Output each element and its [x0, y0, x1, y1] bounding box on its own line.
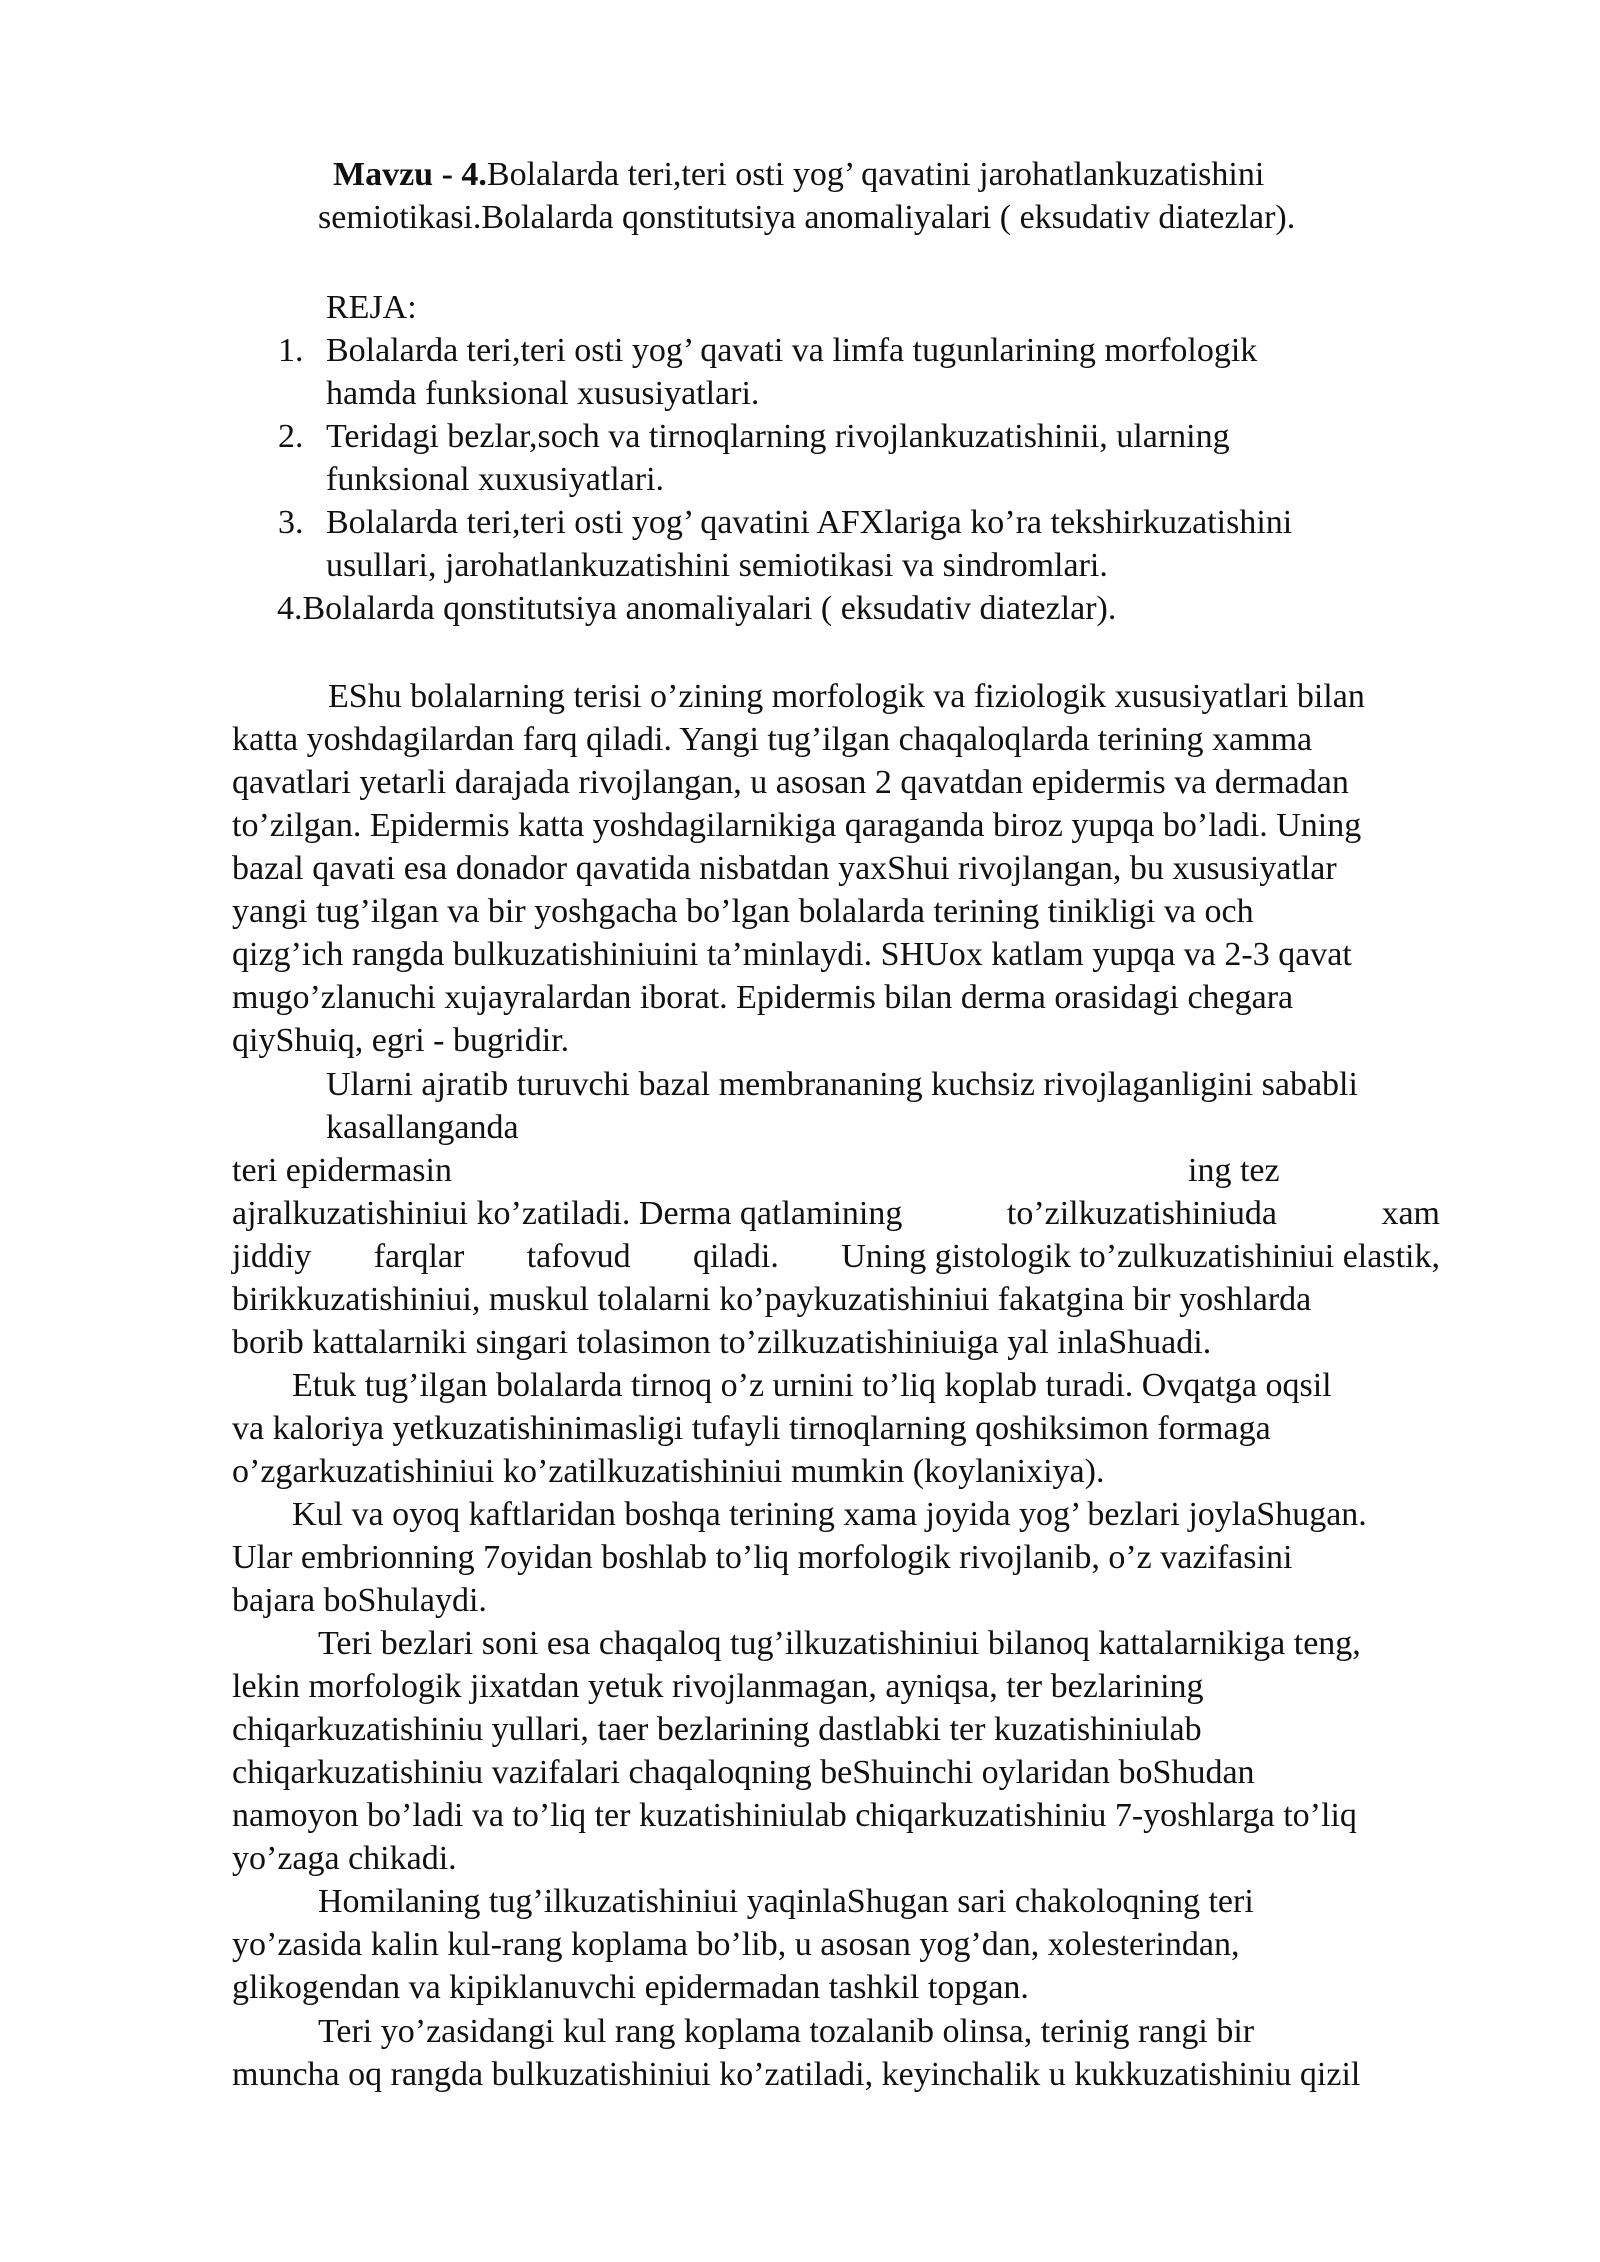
plan-item-3-number: 3.	[278, 504, 304, 541]
body-line: borib kattalarniki singari tolasimon to’zilkuzatishiniuiga yal inlaShuadi.	[232, 1324, 1212, 1361]
body-line: Teri bezlari soni esa chaqaloq tug’ilkuzatishiniui bilanoq kattalarnikiga teng,	[318, 1625, 1361, 1662]
plan-item-2-line-1: Teridagi bezlar,soch va tirnoqlarning rivojlankuzatishinii, ularning	[326, 418, 1230, 455]
body-line: EShu bolalarning terisi o’zining morfologik va fiziologik xususiyatlari bilan	[328, 678, 1365, 715]
title-line-1	[333, 154, 1264, 196]
body-line: birikkuzatishiniui, muskul tolalarni ko’paykuzatishiniui fakatgina bir yoshlarda	[232, 1281, 1312, 1318]
body-line: yo’zasida kalin kul-rang koplama bo’lib, u asosan yog’dan, xolesterindan,	[232, 1926, 1240, 1963]
body-line: bajara boShulaydi.	[232, 1582, 487, 1619]
body-line: chiqarkuzatishiniu yullari, taer bezlarining dastlabki ter kuzatishiniulab	[232, 1711, 1202, 1748]
body-word: Uning gistologik to’zulkuzatishiniui elastik,	[841, 1238, 1440, 1275]
body-line: chiqarkuzatishiniu vazifalari chaqaloqning beShuinchi oylaridan boShudan	[232, 1754, 1255, 1791]
plan-item-1-line-1: Bolalarda teri,teri osti yog’ qavati va limfa tugunlarining morfologik	[326, 332, 1258, 369]
body-word: tafovud	[526, 1238, 631, 1275]
plan-heading: REJA:	[326, 289, 417, 326]
plan-item-2-number: 2.	[278, 418, 304, 455]
body-line: o’zgarkuzatishiniui ko’zatilkuzatishiniui mumkin (koylanixiya).	[232, 1453, 1105, 1490]
body-line: Kul va oyoq kaftlaridan boshqa terining xama joyida yog’ bezlari joylaShugan.	[292, 1496, 1367, 1533]
plan-item-1-number: 1.	[278, 332, 304, 369]
body-line: Ularni ajratib turuvchi bazal membrananing kuchsiz rivojlaganligini sababli	[326, 1066, 1358, 1103]
body-line: Etuk tug’ilgan bolalarda tirnoq o’z urnini to’liq koplab turadi. Ovqatga oqsil	[292, 1367, 1332, 1404]
plan-item-1-line-2: hamda funksional xususiyatlari.	[326, 375, 760, 412]
body-word: farqlar	[373, 1238, 465, 1275]
body-word: jiddiy	[232, 1238, 312, 1275]
body-line: namoyon bo’ladi va to’liq ter kuzatishiniulab chiqarkuzatishiniu 7-yoshlarga to’liq	[232, 1797, 1357, 1834]
title-prefix: Mavzu - 4.	[333, 156, 487, 193]
plan-item-4: 4.Bolalarda qonstitutsiya anomaliyalari ( eksudativ diatezlar).	[277, 590, 1117, 627]
body-line: lekin morfologik jixatdan yetuk rivojlanmagan, ayniqsa, ter bezlarining	[232, 1668, 1204, 1705]
body-line: qavatlari yetarli darajada rivojlangan, u asosan 2 qavatdan epidermis va dermadan	[232, 764, 1349, 801]
body-line: yo’zaga chikadi.	[232, 1840, 457, 1877]
body-line: yangi tug’ilgan va bir yoshgacha bo’lgan bolalarda terining tinikligi va och	[232, 893, 1254, 930]
body-line: qiyShuiq, egri - bugridir.	[232, 1022, 570, 1059]
plan-item-3-line-2: usullari, jarohatlankuzatishini semiotikasi va sindromlari.	[326, 547, 1108, 584]
body-line: Homilaning tug’ilkuzatishiniui yaqinlaShugan sari chakoloqning teri	[318, 1883, 1254, 1920]
body-line-justified	[232, 1193, 1440, 1235]
body-word: ajralkuzatishiniui ko’zatiladi. Derma qatlamining	[232, 1195, 903, 1232]
body-word: qiladi.	[692, 1238, 779, 1275]
body-line: va kaloriya yetkuzatishinimasligi tufayli tirnoqlarning qoshiksimon formaga	[232, 1410, 1271, 1447]
body-line: teri epidermasin	[232, 1152, 452, 1189]
body-line-justified	[232, 1236, 1440, 1278]
body-line: qizg’ich rangda bulkuzatishiniuini ta’minlaydi. SHUox katlam yupqa va 2-3 qavat	[232, 936, 1352, 973]
body-line: bazal qavati esa donador qavatida nisbatdan yaxShui rivojlangan, bu xususiyatlar	[232, 850, 1337, 887]
body-word: to’zilkuzatishiniuda	[1006, 1195, 1277, 1232]
body-line: katta yoshdagilardan farq qiladi. Yangi tug’ilgan chaqaloqlarda terining xamma	[232, 721, 1313, 758]
body-line: mugo’zlanuchi xujayralardan iborat. Epidermis bilan derma orasidagi chegara	[232, 979, 1294, 1016]
plan-item-3-line-1: Bolalarda teri,teri osti yog’ qavatini AFXlariga ko’ra tekshirkuzatishini	[326, 504, 1293, 541]
body-line: glikogendan va kipiklanuvchi epidermadan tashkil topgan.	[232, 1969, 1029, 2006]
title-text: Bolalarda teri,teri osti yog’ qavatini jarohatlankuzatishini	[486, 156, 1265, 193]
title-line-2: semiotikasi.Bolalarda qonstitutsiya anomaliyalari ( eksudativ diatezlar).	[318, 199, 1296, 236]
body-line: muncha oq rangda bulkuzatishiniui ko’zatiladi, keyinchalik u kukkuzatishiniu qizil	[232, 2056, 1361, 2093]
body-word: xam	[1381, 1195, 1440, 1232]
body-line: Ular embrionning 7oyidan boshlab to’liq morfologik rivojlanib, o’z vazifasini	[232, 1539, 1293, 1576]
body-line: to’zilgan. Epidermis katta yoshdagilarnikiga qaraganda biroz yupqa bo’ladi. Uning	[232, 807, 1362, 844]
body-line: Teri yo’zasidangi kul rang koplama tozalanib olinsa, terinig rangi bir	[318, 2013, 1255, 2050]
body-line: ing tez	[1188, 1152, 1280, 1189]
body-line: kasallanganda	[326, 1109, 519, 1146]
plan-item-2-line-2: funksional xuxusiyatlari.	[326, 461, 665, 498]
